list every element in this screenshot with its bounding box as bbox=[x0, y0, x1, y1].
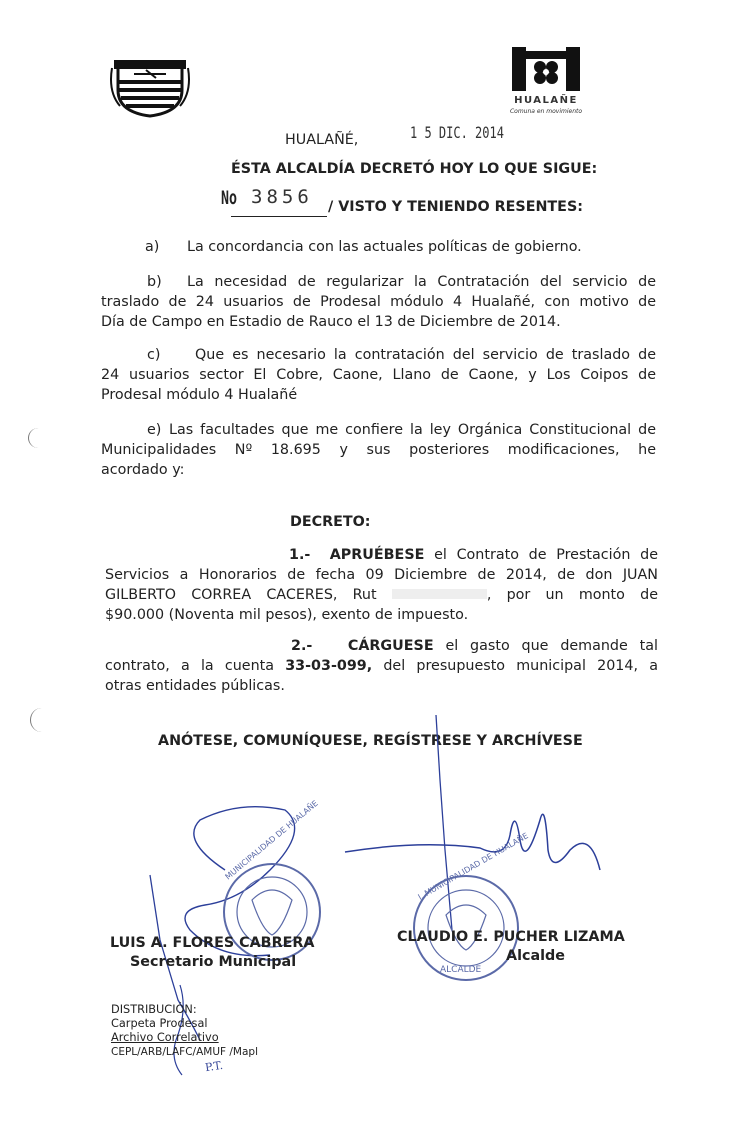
decree-heading: ÉSTA ALCALDÍA DECRETÓ HOY LO QUE SIGUE: bbox=[231, 161, 598, 177]
distribution-title: DISTRIBUCIÓN: bbox=[111, 1003, 197, 1016]
logo-slogan: Comuna en movimiento bbox=[509, 108, 583, 115]
distribution-item: Carpeta Prodesal bbox=[111, 1017, 208, 1030]
decree-item-2 bbox=[105, 636, 658, 696]
item-line: GILBERTO CORREA CACERES, Rut bbox=[105, 587, 392, 603]
consideration-label: c) bbox=[147, 347, 161, 363]
svg-text:I. MUNICIPALIDAD DE HUALAÑE: I. MUNICIPALIDAD DE HUALAÑE bbox=[416, 831, 530, 902]
item-text: el gasto que demande tal bbox=[433, 638, 658, 654]
number-underline bbox=[231, 216, 327, 217]
decree-item-1 bbox=[105, 545, 658, 625]
consideration-line: traslado de 24 usuarios de Prodesal módulo 4 Hualañé, con motivo de bbox=[101, 294, 656, 310]
number-prefix: No bbox=[221, 187, 238, 209]
consideration-line: Día de Campo en Estadio de Rauco el 13 de Diciembre de 2014. bbox=[101, 314, 561, 330]
mayor-name: CLAUDIO E. PUCHER LIZAMA bbox=[397, 929, 625, 945]
secretary-name: LUIS A. FLORES CABRERA bbox=[110, 935, 315, 951]
hualane-logo-icon bbox=[510, 45, 582, 93]
svg-text:ALCALDE: ALCALDE bbox=[440, 965, 482, 975]
item-number: 1.- bbox=[289, 547, 311, 563]
item-line: $90.000 (Noventa mil pesos), exento de impuesto. bbox=[105, 607, 469, 623]
consideration-line: 24 usuarios sector El Cobre, Caone, Llano de Caone, y Los Coipos de bbox=[101, 367, 656, 383]
punch-hole-mark bbox=[30, 708, 53, 732]
decree-title: DECRETO: bbox=[290, 514, 371, 530]
item-keyword: APRUÉBESE bbox=[329, 547, 425, 563]
punch-hole-mark bbox=[28, 428, 49, 448]
consideration-line: acordado y: bbox=[101, 462, 185, 478]
consideration-e bbox=[101, 420, 656, 480]
visto-heading: / VISTO Y TENIENDO RESENTES: bbox=[328, 199, 583, 215]
consideration-text: La necesidad de regularizar la Contratación del servicio de bbox=[187, 274, 656, 290]
decree-number: 3856 bbox=[251, 186, 313, 208]
item-line: , por un monto de bbox=[486, 587, 658, 603]
distribution-item: Archivo Correlativo bbox=[111, 1031, 219, 1044]
item-text: el Contrato de Prestación de bbox=[424, 547, 658, 563]
coat-of-arms-icon bbox=[110, 52, 190, 118]
consideration-text: La concordancia con las actuales políticas de gobierno. bbox=[187, 239, 582, 255]
date-stamp: 1 5 DIC. 2014 bbox=[410, 123, 504, 142]
distribution-block bbox=[111, 1003, 258, 1059]
consideration-c bbox=[101, 345, 656, 405]
redacted-rut bbox=[392, 589, 487, 599]
consideration-text: Las facultades que me confiere la ley Orgánica Constitucional de bbox=[169, 422, 656, 438]
svg-text:MUNICIPALIDAD DE HUALAÑE: MUNICIPALIDAD DE HUALAÑE bbox=[223, 798, 320, 882]
consideration-label: b) bbox=[147, 274, 162, 290]
consideration-a bbox=[145, 237, 582, 257]
handwritten-initials: P.T. bbox=[204, 1058, 224, 1075]
item-line: del presupuesto municipal 2014, a bbox=[372, 658, 658, 674]
consideration-label: a) bbox=[145, 239, 160, 255]
item-number: 2.- bbox=[291, 638, 313, 654]
consideration-text: Que es necesario la contratación del servicio de traslado de bbox=[195, 347, 656, 363]
closing-formula: ANÓTESE, COMUNÍQUESE, REGÍSTRESE Y ARCHÍVESE bbox=[158, 733, 583, 749]
item-line: Servicios a Honorarios de fecha 09 Diciembre de 2014, de don JUAN bbox=[105, 567, 658, 583]
place-label: HUALAÑÉ, bbox=[285, 132, 359, 148]
consideration-line: Prodesal módulo 4 Hualañé bbox=[101, 387, 298, 403]
item-keyword: CÁRGUESE bbox=[347, 638, 434, 654]
secretary-title: Secretario Municipal bbox=[130, 954, 297, 970]
consideration-b bbox=[101, 272, 656, 332]
consideration-line: Municipalidades Nº 18.695 y sus posteriores modificaciones, he bbox=[101, 442, 656, 458]
consideration-label: e) bbox=[147, 422, 162, 438]
account-number: 33-03-099, bbox=[285, 658, 373, 674]
distribution-initials: CEPL/ARB/LAFC/AMUF /Mapl bbox=[111, 1046, 259, 1058]
item-line: otras entidades públicas. bbox=[105, 678, 285, 694]
logo-name: HUALAÑE bbox=[514, 95, 578, 106]
mayor-title: Alcalde bbox=[506, 948, 565, 964]
item-line: contrato, a la cuenta bbox=[105, 658, 286, 674]
